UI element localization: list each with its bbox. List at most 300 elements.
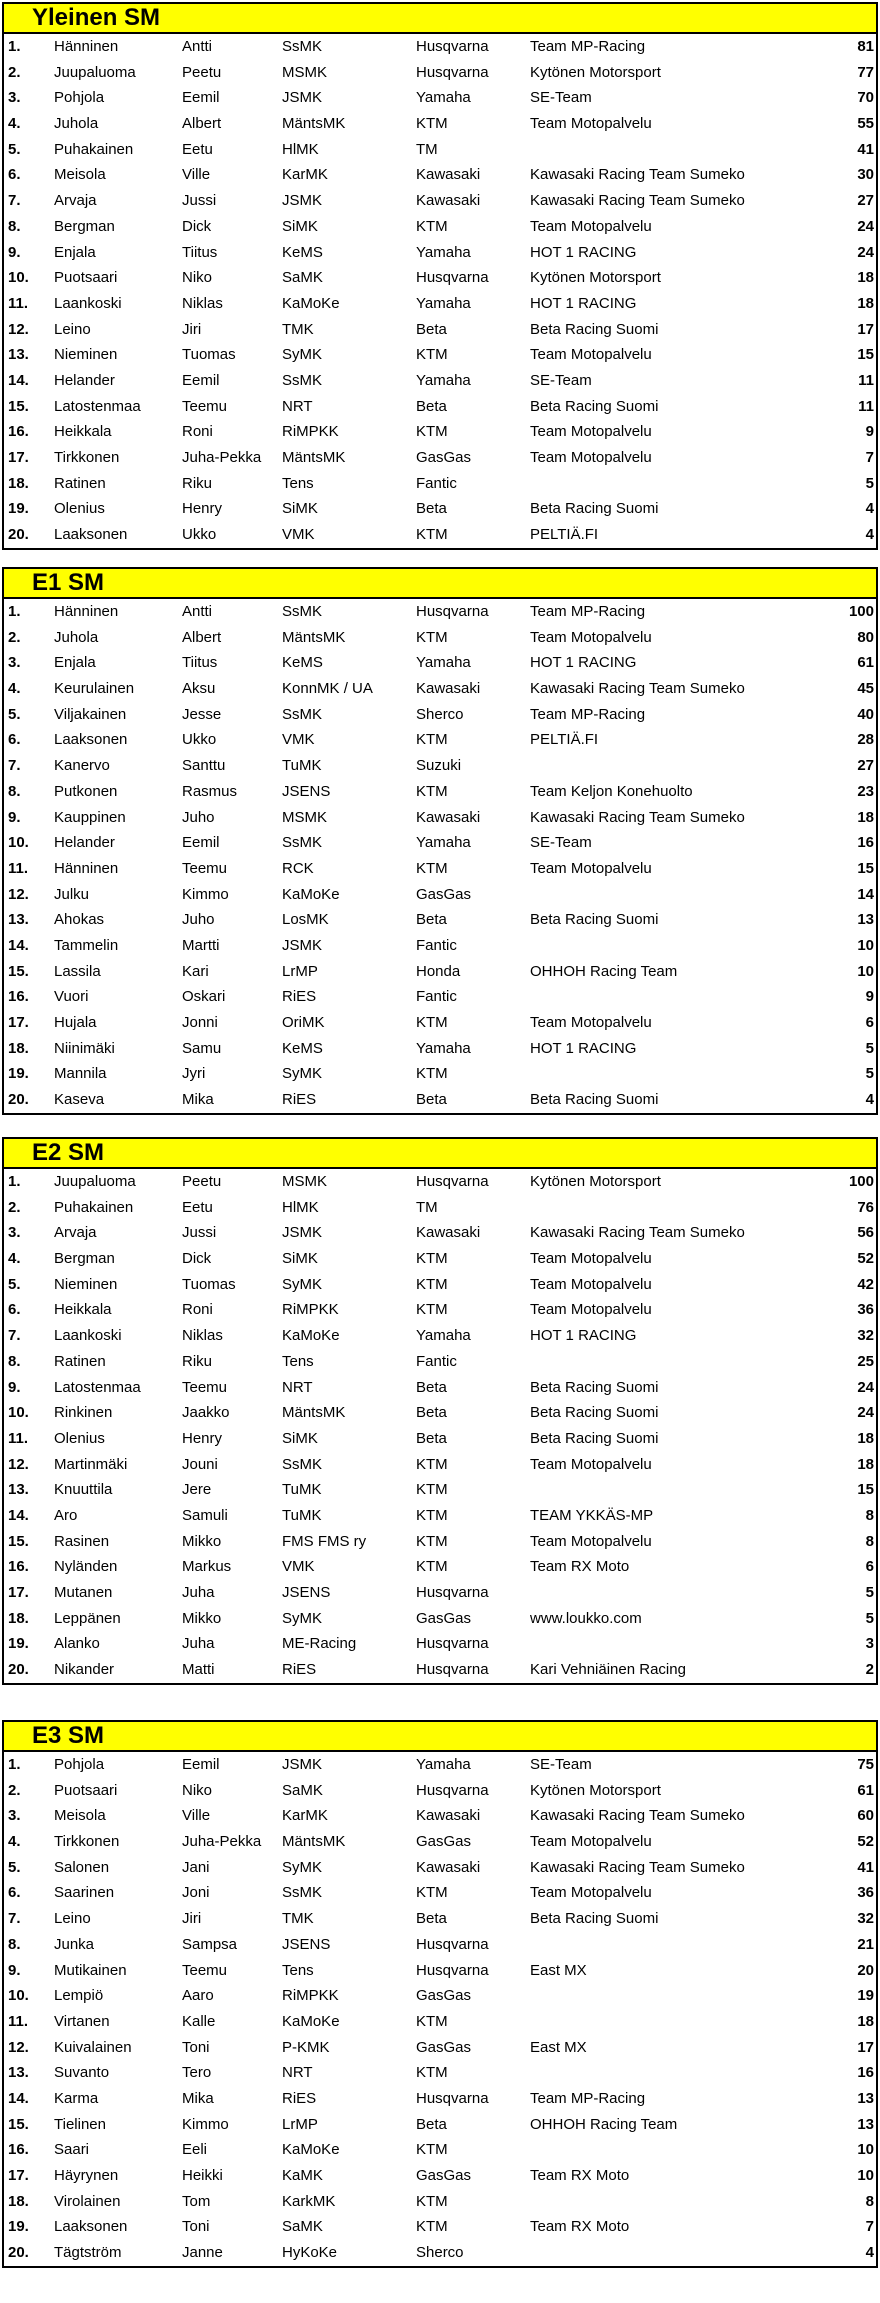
team-cell: Team MP-Racing	[530, 2089, 646, 2107]
points-cell: 17	[857, 2038, 874, 2056]
position-cell: 18.	[8, 474, 29, 492]
first-name-cell: Riku	[182, 474, 213, 492]
position-cell: 11.	[8, 2012, 29, 2030]
first-name-cell: Ville	[182, 166, 211, 184]
club-cell: RiMPKK	[282, 1987, 339, 2005]
last-name-cell: Tägtström	[54, 2244, 122, 2262]
last-name-cell: Latostenmaa	[54, 397, 141, 415]
club-cell: SyMK	[282, 1065, 323, 1083]
team-cell: PELTIÄ.FI	[530, 526, 599, 544]
table-row	[4, 2009, 876, 2035]
position-cell: 16.	[8, 2141, 29, 2159]
position-cell: 11.	[8, 294, 29, 312]
motorcycle-cell: Husqvarna	[416, 1584, 489, 1601]
team-cell: TEAM YKKÄS-MP	[530, 1506, 654, 1524]
table-row	[4, 933, 876, 959]
last-name-cell: Kauppinen	[54, 808, 126, 826]
motorcycle-cell: GasGas	[416, 2038, 472, 2056]
points-cell: 24	[857, 243, 874, 261]
motorcycle-cell: Beta	[416, 397, 447, 415]
club-cell: SsMK	[282, 38, 323, 55]
table-row	[4, 1778, 876, 1804]
first-name-cell: Teemu	[182, 859, 228, 877]
first-name-cell: Eetu	[182, 140, 213, 158]
club-cell: MSMK	[282, 1173, 327, 1190]
table-row	[4, 1169, 876, 1195]
first-name-cell: Tiitus	[182, 654, 218, 672]
table-row	[4, 856, 876, 882]
club-cell: KarMK	[282, 1807, 328, 1825]
last-name-cell: Ahokas	[54, 911, 105, 929]
table-row	[4, 1477, 876, 1503]
motorcycle-cell: Husqvarna	[416, 2089, 489, 2107]
club-cell: RiMPKK	[282, 1301, 339, 1319]
motorcycle-cell: KTM	[416, 1884, 448, 1902]
position-cell: 12.	[8, 320, 29, 338]
points-cell: 13	[857, 2115, 874, 2133]
club-cell: JSENS	[282, 1935, 331, 1953]
table-row	[4, 1400, 876, 1426]
motorcycle-cell: Husqvarna	[416, 1961, 489, 1979]
position-cell: 9.	[8, 1961, 21, 1979]
last-name-cell: Nikander	[54, 1661, 115, 1679]
points-cell: 4	[865, 1091, 874, 1109]
club-cell: KonnMK / UA	[282, 680, 373, 698]
last-name-cell: Mannila	[54, 1065, 107, 1083]
team-cell: OHHOH Racing Team	[530, 962, 678, 980]
team-cell: Kytönen Motorsport	[530, 269, 661, 287]
points-cell: 16	[857, 834, 874, 852]
table-row	[4, 496, 876, 522]
first-name-cell: Samu	[182, 1039, 222, 1057]
motorcycle-cell: Suzuki	[416, 757, 462, 775]
position-cell: 9.	[8, 1378, 21, 1396]
table-row	[4, 1606, 876, 1632]
team-cell: Team RX Moto	[530, 2167, 630, 2184]
points-cell: 25	[857, 1352, 874, 1370]
points-cell: 10	[857, 2141, 874, 2159]
position-cell: 4.	[8, 1833, 21, 1851]
motorcycle-cell: Beta	[416, 1404, 447, 1422]
team-cell: Team Motopalvelu	[530, 859, 652, 877]
club-cell: SaMK	[282, 1781, 323, 1799]
last-name-cell: Hänninen	[54, 603, 119, 620]
last-name-cell: Pohjola	[54, 89, 105, 107]
points-cell: 56	[857, 1224, 874, 1242]
table-row	[4, 317, 876, 343]
last-name-cell: Helander	[54, 371, 115, 389]
motorcycle-cell: KTM	[416, 526, 448, 544]
club-cell: VMK	[282, 526, 315, 544]
first-name-cell: Janne	[182, 2244, 223, 2262]
last-name-cell: Juupaluoma	[54, 1173, 136, 1190]
position-cell: 11.	[8, 1429, 29, 1447]
first-name-cell: Juha-Pekka	[182, 449, 262, 466]
position-cell: 1.	[8, 1173, 21, 1190]
motorcycle-cell: Husqvarna	[416, 1661, 489, 1679]
motorcycle-cell: Fantic	[416, 936, 457, 954]
table-row	[4, 1932, 876, 1958]
motorcycle-cell: KTM	[416, 1014, 448, 1031]
club-cell: SsMK	[282, 834, 323, 852]
first-name-cell: Tom	[182, 2192, 211, 2210]
table-row	[4, 1349, 876, 1375]
motorcycle-cell: KTM	[416, 1558, 448, 1576]
first-name-cell: Eemil	[182, 371, 220, 389]
last-name-cell: Viljakainen	[54, 705, 127, 723]
table-row	[4, 625, 876, 651]
first-name-cell: Eeli	[182, 2141, 208, 2159]
first-name-cell: Jouni	[182, 1455, 218, 1473]
points-cell: 18	[857, 1429, 874, 1447]
first-name-cell: Kimmo	[182, 885, 229, 903]
team-cell: HOT 1 RACING	[530, 243, 637, 261]
last-name-cell: Arvaja	[54, 1224, 97, 1242]
last-name-cell: Tammelin	[54, 936, 119, 954]
club-cell: MäntsMK	[282, 1404, 346, 1422]
table-row	[4, 599, 876, 625]
club-cell: NRT	[282, 2064, 313, 2082]
first-name-cell: Peetu	[182, 63, 222, 81]
last-name-cell: Saari	[54, 2141, 90, 2159]
team-cell: Team Motopalvelu	[530, 1455, 652, 1473]
first-name-cell: Jussi	[182, 192, 217, 210]
points-cell: 4	[865, 500, 874, 518]
motorcycle-cell: Yamaha	[416, 89, 471, 107]
position-cell: 1.	[8, 38, 21, 55]
points-cell: 16	[857, 2064, 874, 2082]
last-name-cell: Bergman	[54, 217, 115, 235]
last-name-cell: Mutanen	[54, 1584, 113, 1601]
motorcycle-cell: KTM	[416, 2192, 448, 2210]
points-cell: 3	[865, 1635, 874, 1653]
team-cell: Team Motopalvelu	[530, 1884, 652, 1902]
points-cell: 52	[857, 1833, 874, 1851]
first-name-cell: Jani	[182, 1858, 210, 1876]
last-name-cell: Juhola	[54, 628, 99, 646]
team-cell: Kawasaki Racing Team Sumeko	[530, 166, 745, 184]
motorcycle-cell: KTM	[416, 2141, 448, 2159]
points-cell: 70	[857, 89, 874, 107]
team-cell: Beta Racing Suomi	[530, 397, 659, 415]
club-cell: KaMoKe	[282, 2141, 340, 2159]
motorcycle-cell: Kawasaki	[416, 808, 481, 826]
table-row	[4, 2060, 876, 2086]
last-name-cell: Puhakainen	[54, 1198, 134, 1216]
points-cell: 18	[857, 2012, 874, 2030]
position-cell: 7.	[8, 192, 21, 210]
first-name-cell: Riku	[182, 1352, 213, 1370]
table-row	[4, 2240, 876, 2266]
team-cell: Team Motopalvelu	[530, 1833, 652, 1851]
team-cell: Team Motopalvelu	[530, 1250, 652, 1268]
last-name-cell: Puhakainen	[54, 140, 134, 158]
team-cell: Team Motopalvelu	[530, 1014, 652, 1031]
first-name-cell: Jussi	[182, 1224, 217, 1242]
team-cell: Kawasaki Racing Team Sumeko	[530, 192, 745, 210]
club-cell: TuMK	[282, 757, 322, 775]
motorcycle-cell: Yamaha	[416, 654, 471, 672]
team-cell: Kawasaki Racing Team Sumeko	[530, 808, 745, 826]
first-name-cell: Eetu	[182, 1198, 213, 1216]
team-cell: Beta Racing Suomi	[530, 1091, 659, 1109]
table-row	[4, 522, 876, 548]
first-name-cell: Henry	[182, 500, 223, 518]
table-row	[4, 676, 876, 702]
club-cell: NRT	[282, 397, 313, 415]
table-row	[4, 34, 876, 60]
team-cell: Beta Racing Suomi	[530, 1910, 659, 1928]
position-cell: 19.	[8, 500, 29, 518]
motorcycle-cell: Husqvarna	[416, 1173, 489, 1190]
last-name-cell: Helander	[54, 834, 115, 852]
club-cell: JSENS	[282, 782, 331, 800]
team-cell: Team MP-Racing	[530, 38, 646, 55]
position-cell: 6.	[8, 731, 21, 749]
last-name-cell: Vuori	[54, 988, 89, 1006]
table-row	[4, 1452, 876, 1478]
table-row	[4, 291, 876, 317]
position-cell: 13.	[8, 911, 29, 929]
table-row	[4, 265, 876, 291]
motorcycle-cell: Kawasaki	[416, 680, 481, 698]
first-name-cell: Juho	[182, 911, 215, 929]
section-title	[2, 567, 878, 599]
first-name-cell: Tuomas	[182, 1275, 236, 1293]
position-cell: 2.	[8, 63, 21, 81]
motorcycle-cell: Husqvarna	[416, 1635, 489, 1653]
club-cell: TMK	[282, 320, 314, 338]
team-cell: Kytönen Motorsport	[530, 1781, 661, 1799]
last-name-cell: Hänninen	[54, 38, 119, 55]
club-cell: SaMK	[282, 2218, 323, 2236]
table-row	[4, 1195, 876, 1221]
points-cell: 10	[857, 962, 874, 980]
club-cell: SsMK	[282, 603, 323, 620]
points-cell: 4	[865, 526, 874, 544]
last-name-cell: Nyländen	[54, 1558, 118, 1576]
team-cell: Beta Racing Suomi	[530, 320, 659, 338]
points-cell: 61	[857, 1781, 874, 1799]
last-name-cell: Keurulainen	[54, 680, 135, 698]
first-name-cell: Mikko	[182, 1609, 222, 1627]
club-cell: Tens	[282, 474, 314, 492]
team-cell: Beta Racing Suomi	[530, 911, 659, 929]
position-cell: 2.	[8, 1781, 21, 1799]
team-cell: SE-Team	[530, 1756, 592, 1773]
last-name-cell: Laaksonen	[54, 731, 128, 749]
first-name-cell: Ville	[182, 1807, 211, 1825]
team-cell: Kawasaki Racing Team Sumeko	[530, 1858, 745, 1876]
position-cell: 1.	[8, 603, 21, 620]
results-table	[2, 1169, 878, 1685]
table-row	[4, 907, 876, 933]
first-name-cell: Jere	[182, 1481, 212, 1499]
points-cell: 5	[865, 1584, 874, 1601]
club-cell: KeMS	[282, 1039, 323, 1057]
club-cell: Tens	[282, 1961, 314, 1979]
points-cell: 60	[857, 1807, 874, 1825]
first-name-cell: Tiitus	[182, 243, 218, 261]
table-row	[4, 1855, 876, 1881]
first-name-cell: Antti	[182, 603, 213, 620]
club-cell: SiMK	[282, 1250, 318, 1268]
position-cell: 8.	[8, 1935, 21, 1953]
first-name-cell: Santtu	[182, 757, 226, 775]
team-cell: East MX	[530, 2038, 587, 2056]
first-name-cell: Niko	[182, 1781, 213, 1799]
motorcycle-cell: Husqvarna	[416, 1781, 489, 1799]
points-cell: 18	[857, 808, 874, 826]
last-name-cell: Juhola	[54, 115, 99, 133]
points-cell: 18	[857, 269, 874, 287]
points-cell: 24	[857, 1404, 874, 1422]
section-title	[2, 1720, 878, 1752]
position-cell: 14.	[8, 371, 29, 389]
last-name-cell: Virtanen	[54, 2012, 110, 2030]
club-cell: MSMK	[282, 808, 327, 826]
motorcycle-cell: GasGas	[416, 2167, 472, 2184]
points-cell: 7	[865, 449, 874, 466]
first-name-cell: Oskari	[182, 988, 226, 1006]
motorcycle-cell: KTM	[416, 782, 448, 800]
table-row	[4, 1983, 876, 2009]
position-cell: 12.	[8, 2038, 29, 2056]
position-cell: 4.	[8, 680, 21, 698]
last-name-cell: Nieminen	[54, 346, 118, 364]
position-cell: 20.	[8, 526, 29, 544]
club-cell: KarkMK	[282, 2192, 336, 2210]
points-cell: 40	[857, 705, 874, 723]
table-row	[4, 85, 876, 111]
last-name-cell: Martinmäki	[54, 1455, 128, 1473]
first-name-cell: Jiri	[182, 1910, 202, 1928]
position-cell: 9.	[8, 808, 21, 826]
club-cell: SiMK	[282, 1429, 318, 1447]
points-cell: 52	[857, 1250, 874, 1268]
points-cell: 8	[865, 1532, 874, 1550]
table-row	[4, 214, 876, 240]
motorcycle-cell: GasGas	[416, 1609, 472, 1627]
last-name-cell: Heikkala	[54, 1301, 112, 1319]
motorcycle-cell: GasGas	[416, 1987, 472, 2005]
last-name-cell: Alanko	[54, 1635, 100, 1653]
motorcycle-cell: KTM	[416, 2218, 448, 2236]
club-cell: TuMK	[282, 1506, 322, 1524]
position-cell: 13.	[8, 1481, 29, 1499]
points-cell: 11	[858, 397, 874, 415]
points-cell: 5	[865, 474, 874, 492]
points-cell: 8	[865, 1506, 874, 1524]
last-name-cell: Tielinen	[54, 2115, 106, 2133]
points-cell: 9	[865, 988, 874, 1006]
last-name-cell: Rasinen	[54, 1532, 110, 1550]
position-cell: 3.	[8, 654, 21, 672]
club-cell: KeMS	[282, 654, 323, 672]
club-cell: SiMK	[282, 217, 318, 235]
team-cell: Kawasaki Racing Team Sumeko	[530, 680, 745, 698]
last-name-cell: Enjala	[54, 243, 96, 261]
table-row	[4, 2112, 876, 2138]
position-cell: 4.	[8, 115, 21, 133]
club-cell: Tens	[282, 1352, 314, 1370]
position-cell: 13.	[8, 346, 29, 364]
points-cell: 5	[865, 1609, 874, 1627]
points-cell: 6	[865, 1558, 874, 1576]
points-cell: 15	[857, 859, 874, 877]
points-cell: 24	[857, 1378, 874, 1396]
club-cell: HyKoKe	[282, 2244, 338, 2262]
club-cell: LosMK	[282, 911, 329, 929]
position-cell: 15.	[8, 962, 29, 980]
team-cell: HOT 1 RACING	[530, 294, 637, 312]
first-name-cell: Tero	[182, 2064, 212, 2082]
motorcycle-cell: Kawasaki	[416, 1224, 481, 1242]
club-cell: SyMK	[282, 346, 323, 364]
team-cell: HOT 1 RACING	[530, 1327, 637, 1345]
table-row	[4, 2137, 876, 2163]
position-cell: 14.	[8, 2089, 29, 2107]
section-title-text: E3 SM	[32, 1722, 105, 1749]
motorcycle-cell: Husqvarna	[416, 63, 489, 81]
points-cell: 27	[857, 757, 874, 775]
table-row	[4, 1580, 876, 1606]
team-cell: Beta Racing Suomi	[530, 1378, 659, 1396]
team-cell: HOT 1 RACING	[530, 1039, 637, 1057]
team-cell: Team RX Moto	[530, 1558, 630, 1576]
last-name-cell: Leino	[54, 1910, 91, 1928]
motorcycle-cell: Beta	[416, 1429, 447, 1447]
position-cell: 20.	[8, 1661, 29, 1679]
position-cell: 5.	[8, 140, 21, 158]
points-cell: 5	[865, 1039, 874, 1057]
first-name-cell: Roni	[182, 1301, 213, 1319]
club-cell: HlMK	[282, 140, 319, 158]
first-name-cell: Peetu	[182, 1173, 222, 1190]
motorcycle-cell: Yamaha	[416, 1039, 471, 1057]
last-name-cell: Hänninen	[54, 859, 119, 877]
club-cell: ME-Racing	[282, 1635, 357, 1653]
club-cell: RiES	[282, 988, 317, 1006]
table-row	[4, 1036, 876, 1062]
team-cell: SE-Team	[530, 89, 592, 107]
position-cell: 14.	[8, 936, 29, 954]
team-cell: Team Motopalvelu	[530, 217, 652, 235]
club-cell: RiES	[282, 2089, 317, 2107]
table-row	[4, 1426, 876, 1452]
motorcycle-cell: Fantic	[416, 988, 457, 1006]
position-cell: 3.	[8, 1224, 21, 1242]
table-row	[4, 1829, 876, 1855]
last-name-cell: Saarinen	[54, 1884, 115, 1902]
motorcycle-cell: KTM	[416, 2012, 448, 2030]
table-row	[4, 2086, 876, 2112]
first-name-cell: Joni	[182, 1884, 210, 1902]
team-cell: Team Motopalvelu	[530, 423, 652, 441]
table-row	[4, 702, 876, 728]
club-cell: SsMK	[282, 1455, 323, 1473]
motorcycle-cell: Beta	[416, 500, 447, 518]
motorcycle-cell: Beta	[416, 1910, 447, 1928]
last-name-cell: Junka	[54, 1935, 95, 1953]
position-cell: 10.	[8, 269, 29, 287]
table-row	[4, 137, 876, 163]
first-name-cell: Mika	[182, 1091, 214, 1109]
club-cell: KaMoKe	[282, 885, 340, 903]
club-cell: LrMP	[282, 962, 318, 980]
table-row	[4, 1529, 876, 1555]
section-title-text: Yleinen SM	[32, 4, 161, 31]
